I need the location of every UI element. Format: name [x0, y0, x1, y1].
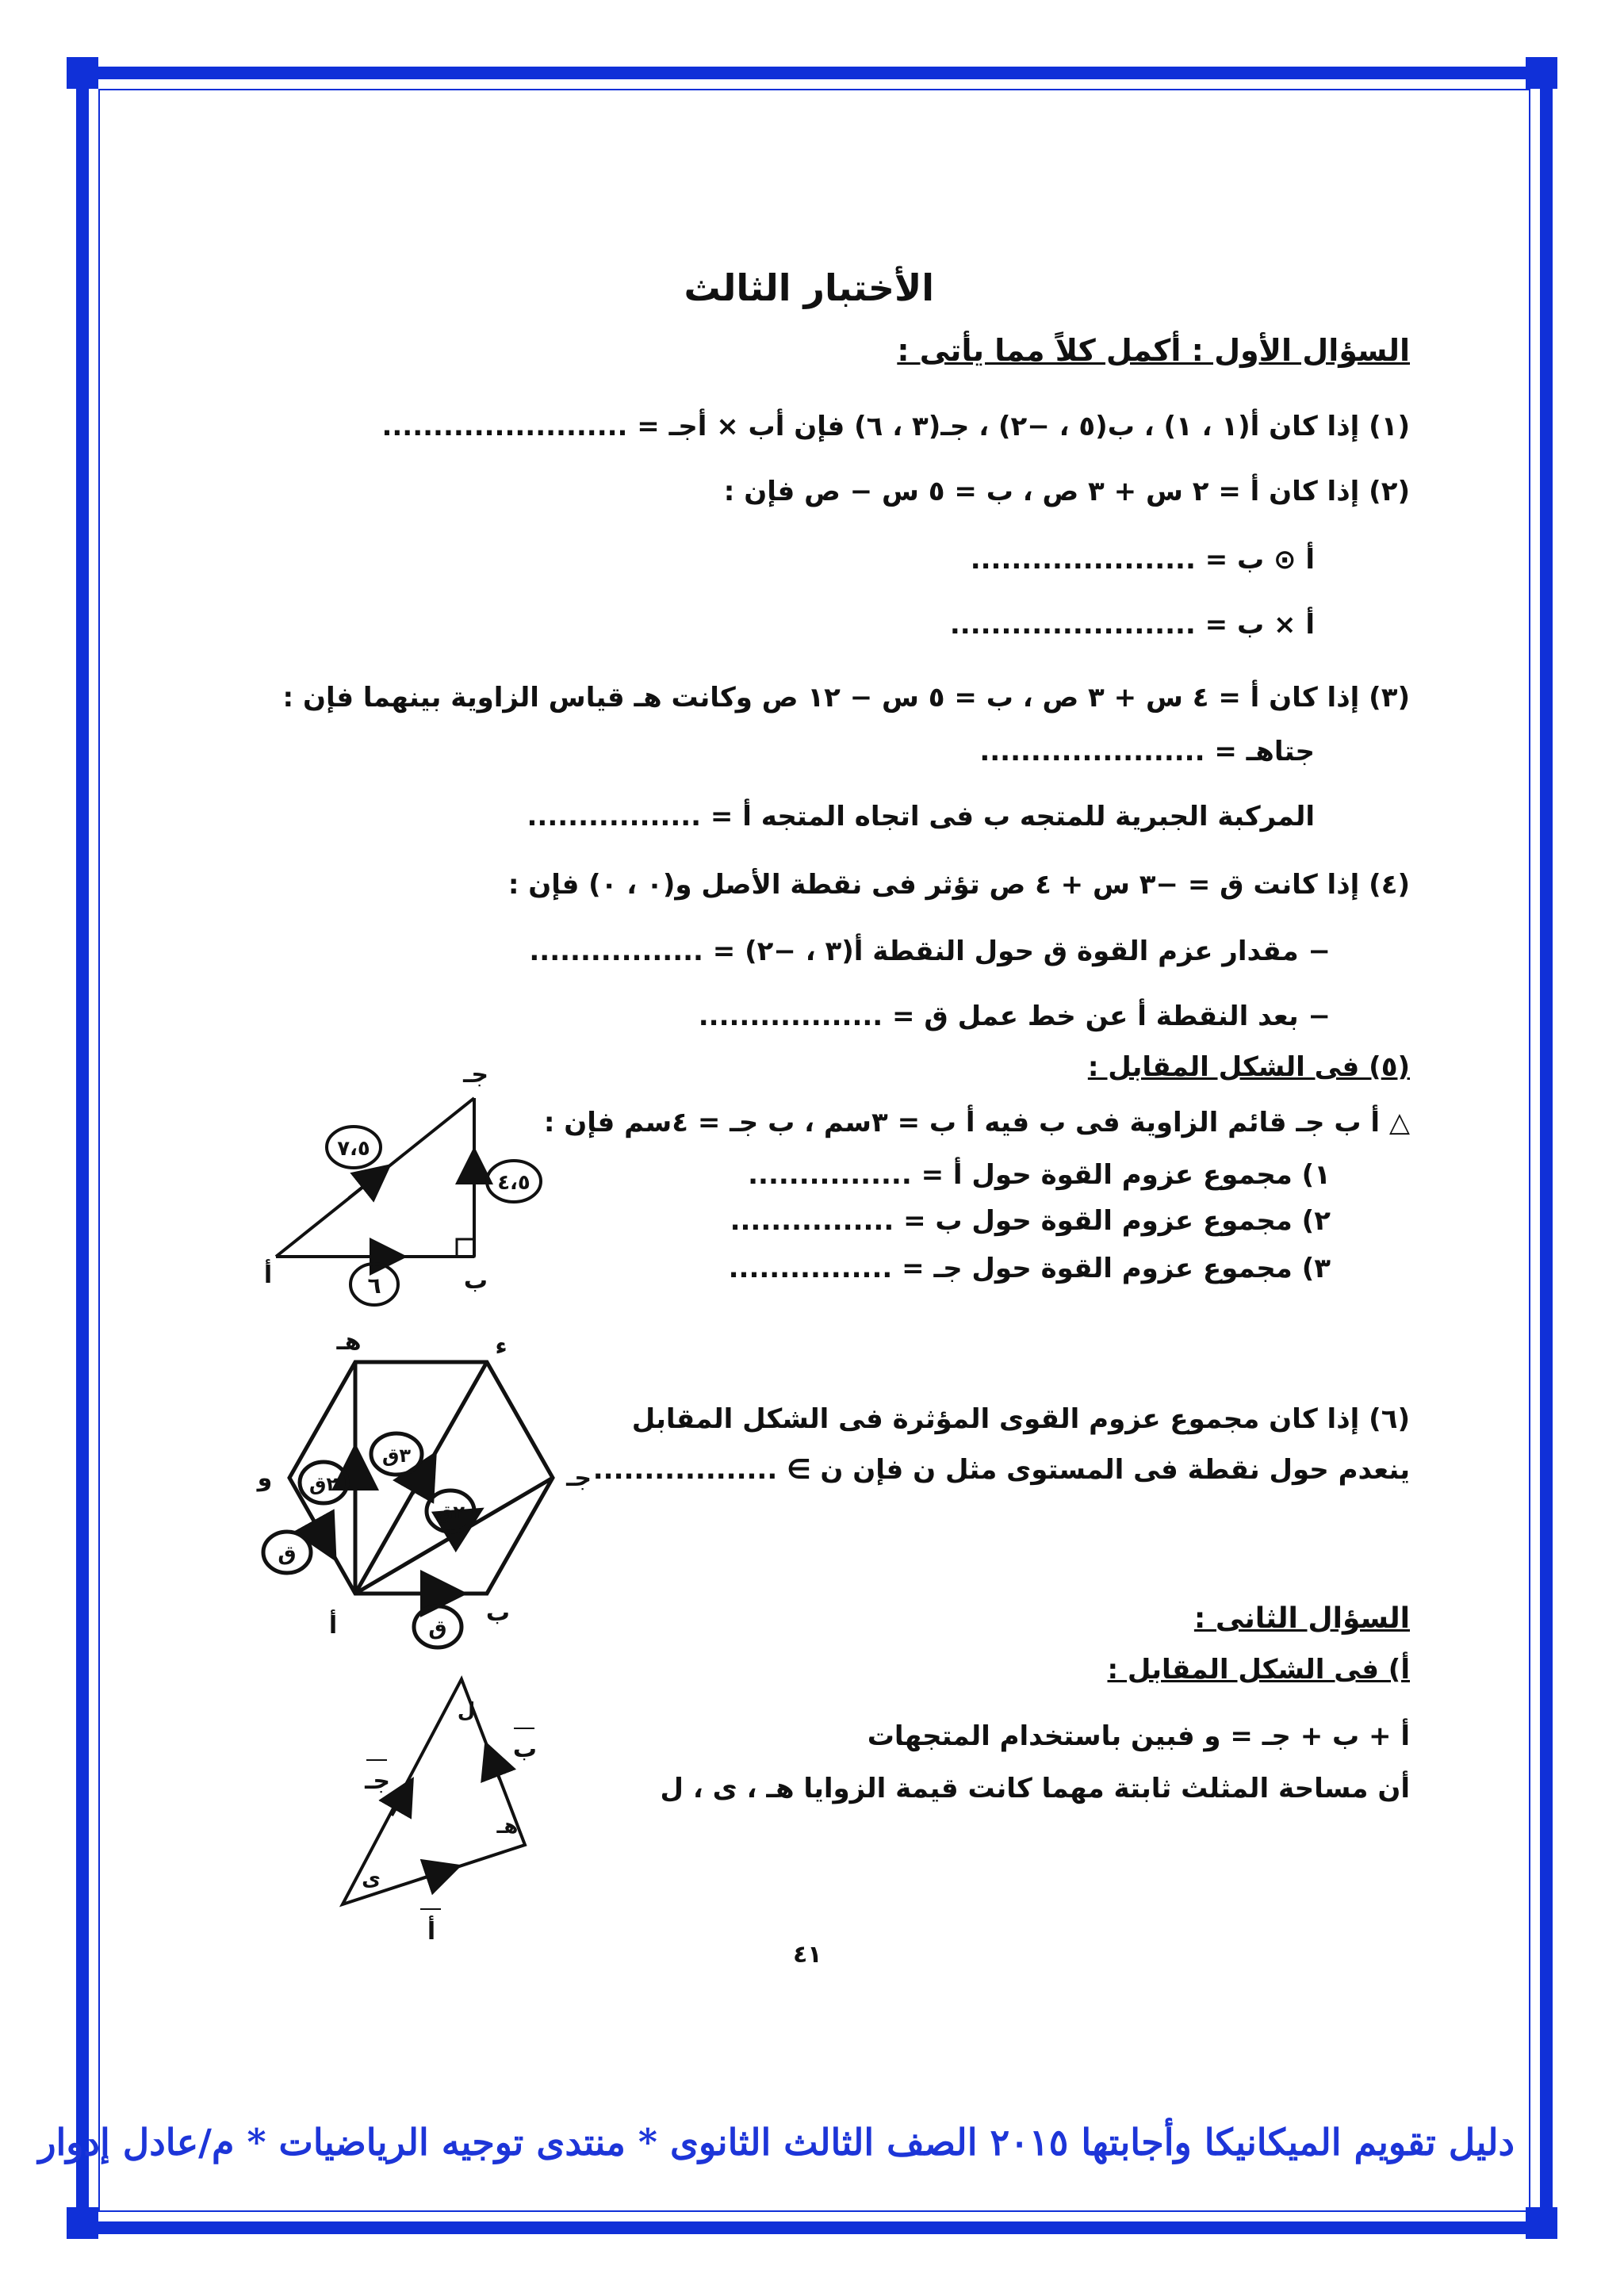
page-number: ٤١: [793, 1941, 822, 1969]
fig2-vertex-d: ء: [495, 1333, 508, 1360]
q1-item-4-moment: − مقدار عزم القوة ق حول النقطة أ(٣ ، −٢) = .................: [529, 936, 1331, 967]
q1-item-5-part-a: ١) مجموع عزوم القوة حول أ = ................: [748, 1159, 1331, 1191]
q1-item-5-part-b: ٢) مجموع عزوم القوة حول ب = ................: [730, 1205, 1331, 1237]
fig3-angle-h: هـ: [496, 1815, 519, 1839]
fig3-vec-c: جـ: [365, 1767, 390, 1795]
page-footer: دليل تقويم الميكانيكا وأجابتها ٢٠١٥ الصف الثالث الثانوى * منتدى توجيه الرياضيات * م/عادل إدوار: [38, 2121, 1515, 2164]
q1-item-3: (٣) إذا كان أ = ٤ س + ٣ ص ، ب = ٥ س − ١٢ ص وكانت هـ قياس الزاوية بينهما فإن :: [282, 682, 1410, 714]
fig3-angle-l: ل: [457, 1699, 476, 1723]
fig2-force-ac: ٢ق: [435, 1502, 465, 1524]
q2-sub-heading: أ) فى الشكل المقابل :: [1107, 1654, 1410, 1686]
page-title: الأختبار الثالث: [684, 266, 934, 309]
q1-item-2: (٢) إذا كان أ = ٢ س + ٣ ص ، ب = ٥ س − ص فإن :: [723, 476, 1410, 507]
question-2-heading: السؤال الثانى :: [1193, 1602, 1410, 1635]
fig2-vertex-c: جـ: [566, 1464, 592, 1492]
fig2-force-ae: ٢ق: [308, 1473, 339, 1495]
q1-item-6-line-2: ينعدم حول نقطة فى المستوى مثل ن فإن ن ∋ ..................: [592, 1454, 1410, 1486]
fig1-vertex-b: ب: [463, 1267, 488, 1295]
fig2-vertex-b: ب: [485, 1599, 511, 1627]
q1-item-4-distance: − بعد النقطة أ عن خط عمل ق = ..................: [698, 1001, 1331, 1032]
q2-line-2: أن مساحة المثلث ثابتة مهما كانت قيمة الزوايا هـ ، ى ، ل: [660, 1773, 1410, 1804]
fig3-vec-a: أ: [427, 1918, 436, 1946]
fig2-vertex-e: هـ: [336, 1328, 362, 1356]
fig1-force-bc: ٤،٥: [497, 1171, 530, 1195]
q2-line-1: أ + ب + جـ = و فبين باستخدام المتجهات: [867, 1720, 1410, 1752]
fig3-vec-b: ب: [512, 1735, 538, 1763]
fig2-force-fa: ق: [278, 1542, 297, 1566]
q1-item-3-cosine: جتاهـ = ......................: [979, 736, 1315, 767]
fig2-force-ab: ق: [428, 1617, 447, 1640]
fig1-force-ac: ٧،٥: [337, 1137, 370, 1161]
fig2-vertex-f: و: [257, 1464, 273, 1492]
q1-item-2-cross-product: أ × ب = ........................: [949, 609, 1315, 641]
fig1-force-ab: ٦: [367, 1272, 381, 1299]
fig3-angle-y: ى: [362, 1867, 381, 1891]
q1-item-6-line-1: (٦) إذا كان مجموع عزوم القوى المؤثرة فى الشكل المقابل: [631, 1403, 1410, 1435]
fig1-vertex-c: جـ: [463, 1061, 488, 1089]
fig2-force-ad: ٣ق: [381, 1445, 412, 1467]
fig1-vertex-a: أ: [263, 1261, 273, 1289]
q1-item-2-dot-product: أ ⊙ ب = ......................: [970, 544, 1315, 576]
q1-item-5-part-c: ٣) مجموع عزوم القوة حول جـ = ................: [728, 1253, 1331, 1284]
q1-item-3-projection: المركبة الجبرية للمتجه ب فى اتجاه المتجه أ = .................: [527, 801, 1315, 832]
fig2-vertex-a: أ: [328, 1612, 338, 1640]
question-1-heading: السؤال الأول : أكمل كلاً مما يأتى :: [897, 333, 1410, 368]
q1-item-4: (٤) إذا كانت ق = −٣ س + ٤ ص تؤثر فى نقطة الأصل و(٠ ، ٠) فإن :: [508, 869, 1410, 901]
q1-item-5-statement: △ أ ب جـ قائم الزاوية فى ب فيه أ ب = ٣سم ، ب جـ = ٤سم فإن :: [543, 1107, 1410, 1138]
q1-item-5-heading: (٥) فى الشكل المقابل :: [1087, 1051, 1410, 1083]
q1-item-1: (١) إذا كان أ(١ ، ١) ، ب(٥ ، −٢) ، جـ(٣ ، ٦) فإن أب × أجـ = ........................: [381, 411, 1410, 442]
